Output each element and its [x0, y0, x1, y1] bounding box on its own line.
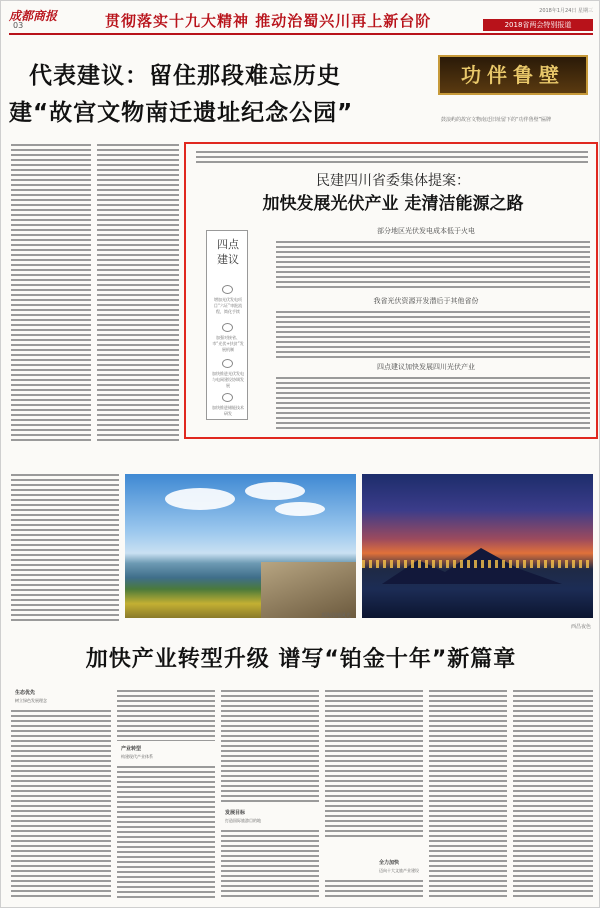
article-body-col3 [11, 471, 119, 621]
point-1-icon [222, 285, 233, 294]
feature-subhead-2: 我省光伏资源开发潜后于其他省份 [373, 297, 479, 305]
bottom-body-col1 [11, 707, 111, 899]
masthead [9, 7, 593, 35]
bottom-body-col2a [117, 687, 215, 741]
wetland-photo [125, 474, 356, 618]
photo-caption-right: 西昌夜色 [571, 624, 592, 630]
feature-intro [196, 148, 588, 166]
night-city-photo [362, 474, 593, 618]
bottom-body-col5 [429, 687, 507, 899]
feature-subhead-3: 四点建议加快发展四川光伏产业 [377, 363, 475, 371]
bottom-body-col4a [325, 687, 423, 837]
four-points-sidebar [206, 230, 248, 420]
subhead-1-title: 生态优先 [15, 690, 36, 696]
bottom-body-col3b [221, 827, 319, 899]
article-body-col2 [97, 141, 179, 441]
point-3-icon [222, 359, 233, 368]
article-body-col1 [11, 141, 91, 441]
point-4-icon [222, 393, 233, 402]
page-number: 03 [13, 21, 24, 30]
plaque-photo [438, 55, 588, 95]
bottom-body-col6 [513, 687, 593, 899]
plaque-caption: 鼓浪屿的故宫文物南迁旧址留下的“功伴鲁壁”匾牌 [441, 117, 552, 123]
bottom-body-col2b [117, 763, 215, 899]
subhead-2-sub: 构建现代产业体系 [121, 754, 153, 759]
top-headline-line1: 代表建议：留住那段难忘历史 [29, 63, 341, 89]
feature-subhead-1: 部分地区光伏发电成本低于火电 [377, 227, 475, 235]
subhead-2-title: 产业转型 [121, 746, 142, 752]
plaque-text: 功伴鲁壁 [461, 63, 565, 87]
photo-caption-left: 邛海湿地风光 [321, 613, 352, 619]
subhead-3-sub: 打造国际旅游目的地 [225, 818, 261, 823]
point-2: 加强对接省、市“光伏+扶贫”发展机制 [212, 335, 244, 352]
paper-logo: 成都商报 [9, 9, 58, 23]
point-1: 增加光伏发电项目“六证”审批流程，简化手续 [213, 297, 243, 314]
point-2-icon [222, 323, 233, 332]
subhead-4-sub: 迈向十大文旅产业建设 [379, 868, 419, 873]
masthead-slogan: 贯彻落实十九大精神 推动治蜀兴川再上新台阶 [105, 12, 432, 30]
feature-title-line2: 加快发展光伏产业 走清洁能源之路 [262, 194, 524, 214]
top-headline [9, 57, 354, 127]
feature-title-line1: 民建四川省委集体提案： [316, 173, 470, 189]
point-3: 加快推进光伏发电与电网建设协调发展 [212, 371, 244, 388]
subhead-4-title: 全力加快 [379, 860, 400, 866]
feature-body-2 [276, 308, 590, 358]
top-headline-line2: 建“故宫文物南迁遗址纪念公园” [9, 100, 354, 126]
feature-body-3 [276, 374, 590, 432]
issue-date: 2018年1月24日 星期三 [539, 8, 593, 14]
point-4: 加快推进储能技术研发 [212, 405, 244, 416]
feature-body-1 [276, 238, 590, 290]
bottom-headline: 加快产业转型升级 谱写“铂金十年”新篇章 [85, 647, 517, 672]
subhead-1-sub: 树立绿色发展理念 [15, 698, 47, 703]
subhead-3-title: 发展目标 [225, 810, 246, 816]
featured-article-box [184, 142, 598, 439]
section-banner: 2018省两会特别报道 [483, 19, 593, 31]
bottom-body-col4b [325, 877, 423, 899]
bottom-body-col3a [221, 687, 319, 803]
sidebar-title: 四点建议 [217, 238, 239, 266]
